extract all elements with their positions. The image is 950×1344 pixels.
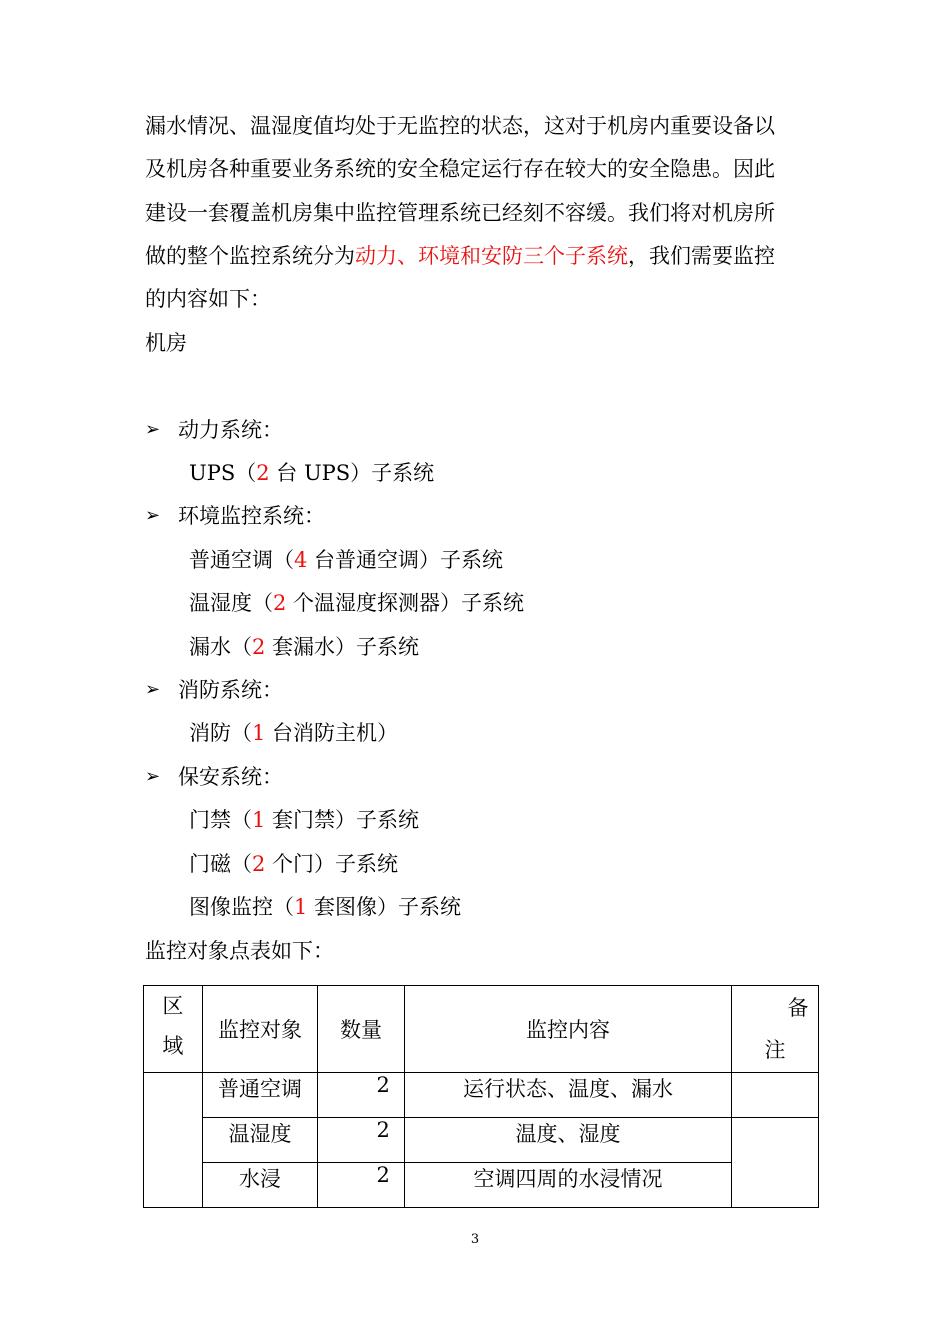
count-cell: 2 [318,1073,405,1118]
header-area-char: 区 [162,994,184,1018]
page-number: 3 [470,1232,480,1247]
item-count: 1 [252,721,266,745]
item-text: 个温湿度探测器）子系统 [286,591,525,615]
item-count: 2 [252,635,266,659]
object-cell: 温湿度 [202,1118,317,1163]
item-count: 2 [252,852,266,876]
section-label-environment: 环境监控系统： [178,504,325,528]
content-cell: 温度、湿度 [404,1118,731,1163]
section-label-fire: 消防系统： [178,678,283,702]
item-count: 1 [252,808,266,832]
item-text: 温湿度（ [189,591,273,615]
item-count: 1 [294,895,308,919]
header-count: 数量 [318,986,405,1073]
list-item [189,545,503,575]
paragraph-line-3: 建设一套覆盖机房集中监控管理系统已经刻不容缓。我们将对机房所 [145,201,775,225]
item-text: 台 UPS）子系统 [269,461,435,485]
bullet-arrow-icon: ➢ [145,679,161,700]
jifang-heading: 机房 [145,331,187,355]
table-header-row [144,986,819,1073]
header-content: 监控内容 [404,986,731,1073]
header-remark-char: 备 [787,996,809,1020]
item-count: 4 [294,548,308,572]
header-area-char: 域 [162,1034,184,1058]
count-cell: 2 [318,1163,405,1208]
section-label-security: 保安系统： [178,765,283,789]
section-label-power: 动力系统： [178,418,283,442]
paragraph-line-5: 的内容如下： [145,287,271,311]
item-count: 2 [273,591,287,615]
remark-cell [732,1118,819,1208]
list-item [189,892,461,922]
bullet-arrow-icon: ➢ [145,505,161,526]
header-object: 监控对象 [202,986,317,1073]
object-cell: 水浸 [202,1163,317,1208]
item-text: 台普通空调）子系统 [307,548,504,572]
bullet-arrow-icon: ➢ [145,766,161,787]
content-cell: 空调四周的水浸情况 [404,1163,731,1208]
item-text: 套漏水）子系统 [265,635,420,659]
item-text: 门禁（ [189,808,252,832]
paragraph-text: 做的整个监控系统分为 [145,244,355,268]
paragraph-text: ，我们需要监控 [628,244,775,268]
paragraph-line-4 [145,241,775,271]
header-area [144,986,203,1073]
item-text: 漏水（ [189,635,252,659]
table-row [144,1163,819,1208]
list-item [189,718,398,748]
paragraph-line-1: 漏水情况、温湿度值均处于无监控的状态，这对于机房内重要设备以 [145,114,775,138]
table-row [144,1073,819,1118]
header-remark-char: 注 [764,1038,786,1062]
item-text: 套门禁）子系统 [265,808,420,832]
item-text: 普通空调（ [189,548,294,572]
bullet-arrow-icon: ➢ [145,419,161,440]
list-item [189,805,419,835]
list-item [189,849,398,879]
item-text: 台消防主机） [265,721,399,745]
list-item [189,458,434,488]
item-text: UPS（ [189,461,257,485]
item-text: 消防（ [189,721,252,745]
list-item [189,632,419,662]
highlighted-subsystems: 动力、环境和安防三个子系统 [355,244,628,268]
count-cell: 2 [318,1118,405,1163]
header-remark [732,986,819,1073]
content-cell: 运行状态、温度、漏水 [404,1073,731,1118]
paragraph-line-2: 及机房各种重要业务系统的安全稳定运行存在较大的安全隐患。因此 [145,157,775,181]
table-intro: 监控对象点表如下： [145,939,334,963]
item-text: 个门）子系统 [265,852,399,876]
item-text: 门磁（ [189,852,252,876]
list-item [189,588,524,618]
item-count: 2 [256,461,270,485]
item-text: 图像监控（ [189,895,294,919]
monitoring-table [143,985,819,1208]
table-row [144,1118,819,1163]
area-cell [144,1073,203,1208]
item-text: 套图像）子系统 [307,895,462,919]
object-cell: 普通空调 [202,1073,317,1118]
remark-cell [732,1073,819,1118]
